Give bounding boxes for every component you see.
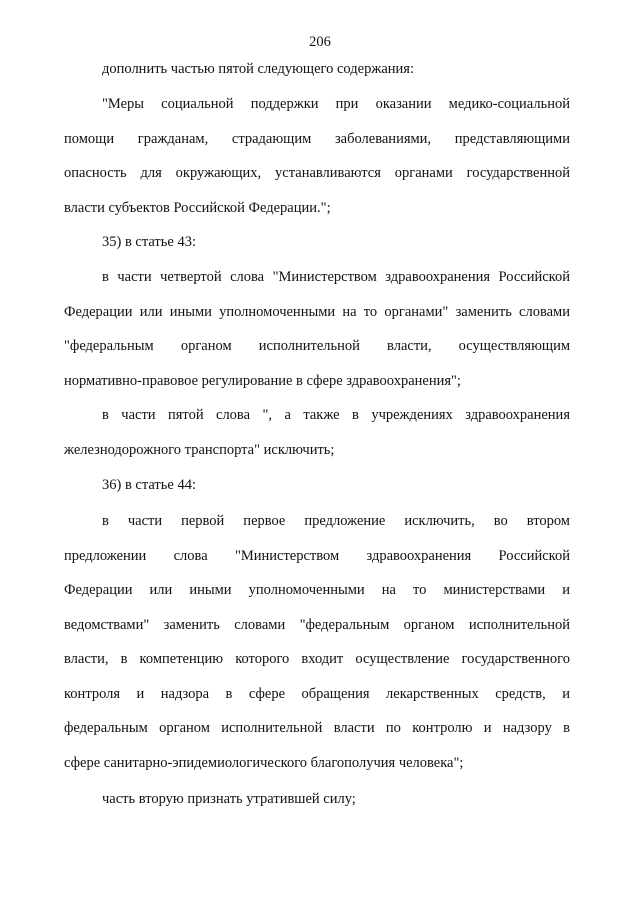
text-line: опасность для окружающих, устанавливаются органами государственной	[64, 165, 570, 181]
text-line: федеральным органом исполнительной власти по контролю и надзору в	[64, 720, 570, 736]
text-line: 36) в статье 44:	[102, 477, 196, 493]
text-line: Федерации или иными уполномоченными на то органами" заменить словами	[64, 303, 570, 320]
text-line: сфере санитарно-эпидемиологического благополучия человека";	[64, 754, 464, 771]
text-line: предложении слова "Министерством здравоохранения Российской	[64, 547, 570, 564]
item-36-heading	[64, 468, 570, 503]
text-line: власти субъектов Российской Федерации.";	[64, 199, 331, 216]
text-line: помощи гражданам, страдающим заболеваниями, представляющими	[64, 130, 570, 147]
paragraph-part-one	[64, 504, 570, 780]
text-line: 35) в статье 43:	[102, 234, 196, 250]
text-line: дополнить частью пятой следующего содержания:	[102, 61, 414, 77]
text-line: нормативно-правовое регулирование в сфере здравоохранения";	[64, 372, 461, 389]
text-line: Федерации или иными уполномоченными на то министерствами и	[64, 582, 570, 598]
text-line: часть вторую признать утратившей силу;	[102, 791, 356, 807]
paragraph-part-four	[64, 260, 570, 398]
text-line: ведомствами" заменить словами "федеральным органом исполнительной	[64, 616, 570, 633]
text-line: в части первой первое предложение исключить, во втором	[102, 513, 570, 529]
paragraph-part-five	[64, 398, 570, 467]
text-line: "федеральным органом исполнительной власти, осуществляющим	[64, 338, 570, 354]
item-35-heading	[64, 225, 570, 260]
text-line: власти, в компетенцию которого входит осуществление государственного	[64, 651, 570, 667]
text-line: в части пятой слова ", а также в учреждениях здравоохранения	[102, 407, 570, 423]
text-line: в части четвертой слова "Министерством здравоохранения Российской	[102, 269, 570, 285]
text-line: железнодорожного транспорта" исключить;	[64, 441, 335, 458]
page-number: 206	[309, 34, 331, 50]
text-line: "Меры социальной поддержки при оказании медико-социальной	[102, 96, 570, 112]
text-line: контроля и надзора в сфере обращения лекарственных средств, и	[64, 685, 570, 702]
paragraph-quoted-insertion	[64, 87, 570, 225]
paragraph-intro	[64, 52, 570, 87]
paragraph-part-two	[64, 782, 570, 817]
